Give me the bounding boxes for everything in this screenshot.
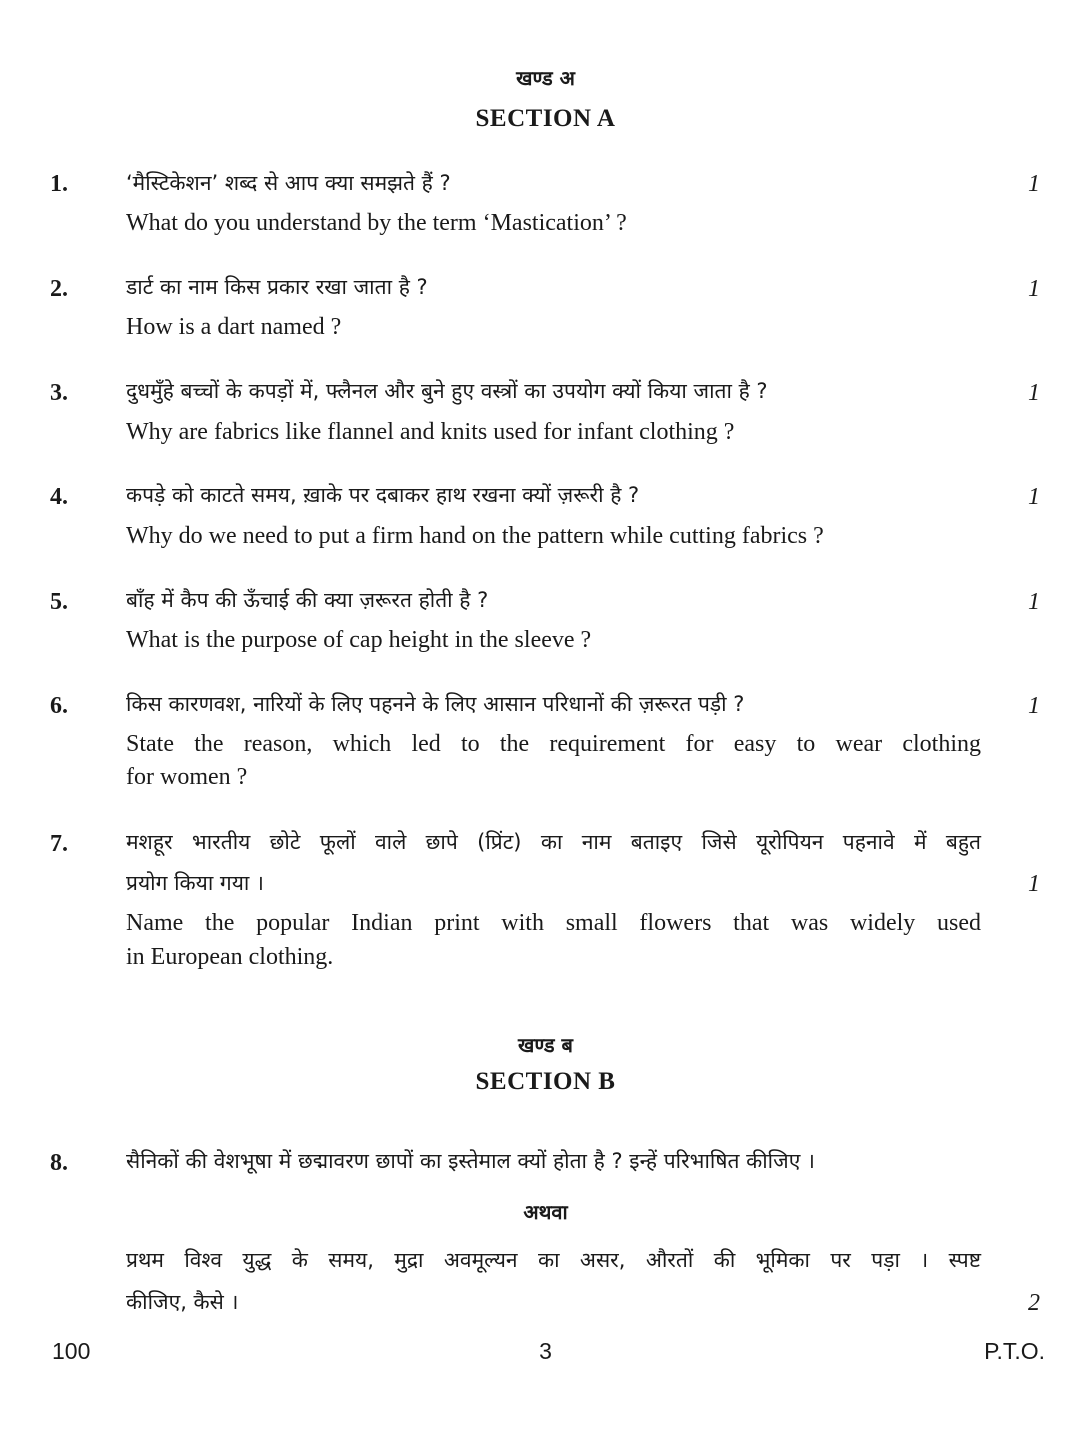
question-hindi: सैनिकों की वेशभूषा में छद्मावरण छापों का इस्तेमाल क्यों होता है ? इन्हें परिभाषित कीजिए । [126,1149,815,1173]
question-english: How is a dart named ? [126,314,342,340]
page-number: 3 [539,1338,552,1364]
alternative-question-hindi: प्रथम विश्व युद्ध के समय, मुद्रा अवमूल्यन का असर, औरतों की भूमिका पर पड़ा । स्पष्ट [126,1248,981,1272]
question-hindi: प्रयोग किया गया । [126,871,265,895]
pto-label: P.T.O. [984,1338,1045,1364]
question-hindi: मशहूर भारतीय छोटे फूलों वाले छापे (प्रिंट) का नाम बताइए जिसे यूरोपियन पहनावे में बहुत [126,830,981,854]
question-number: 6. [50,693,68,719]
question-english: What is the purpose of cap height in the sleeve ? [126,627,592,653]
question-english: in European clothing. [126,944,334,970]
question-marks: 1 [1028,484,1040,510]
question-hindi: डार्ट का नाम किस प्रकार रखा जाता है ? [126,275,428,299]
question-english: for women ? [126,764,248,790]
question-marks: 1 [1028,589,1040,615]
question-number: 3. [50,380,68,406]
question-english: Why do we need to put a firm hand on the pattern while cutting fabrics ? [126,523,824,549]
question-number: 4. [50,484,68,510]
question-hindi: दुधमुँहे बच्चों के कपड़ों में, फ्लैनल और बुने हुए वस्त्रों का उपयोग क्यों किया जाता है ? [126,379,768,403]
section-b-hindi-heading: खण्ड ब [518,1033,573,1057]
question-number: 5. [50,589,68,615]
alternative-question-hindi: कीजिए, कैसे । [126,1290,239,1314]
question-hindi: बाँह में कैप की ऊँचाई की क्या ज़रूरत होती है ? [126,588,489,612]
question-marks: 1 [1028,276,1040,302]
question-marks: 1 [1028,871,1040,897]
question-number: 7. [50,831,68,857]
section-a-heading: SECTION A [475,105,616,132]
question-number: 8. [50,1150,68,1176]
question-marks: 1 [1028,380,1040,406]
section-a-hindi-heading: खण्ड अ [516,66,575,90]
section-b-heading: SECTION B [475,1068,616,1095]
question-hindi: कपड़े को काटते समय, ख़ाके पर दबाकर हाथ रखना क्यों ज़रूरी है ? [126,483,640,507]
question-number: 2. [50,276,68,302]
question-marks: 1 [1028,693,1040,719]
question-english: Name the popular Indian print with small flowers that was widely used [126,910,981,936]
question-english: State the reason, which led to the requirement for easy to wear clothing [126,731,981,757]
question-hindi: ‘मैस्टिकेशन’ शब्द से आप क्या समझते हैं ? [126,171,451,195]
question-english: What do you understand by the term ‘Mastication’ ? [126,210,627,236]
or-separator: अथवा [523,1200,568,1224]
question-hindi: किस कारणवश, नारियों के लिए पहनने के लिए आसान परिधानों की ज़रूरत पड़ी ? [126,692,745,716]
question-marks: 2 [1028,1290,1040,1316]
question-english: Why are fabrics like flannel and knits used for infant clothing ? [126,419,735,445]
paper-code: 100 [52,1338,91,1364]
question-number: 1. [50,171,68,197]
question-marks: 1 [1028,171,1040,197]
